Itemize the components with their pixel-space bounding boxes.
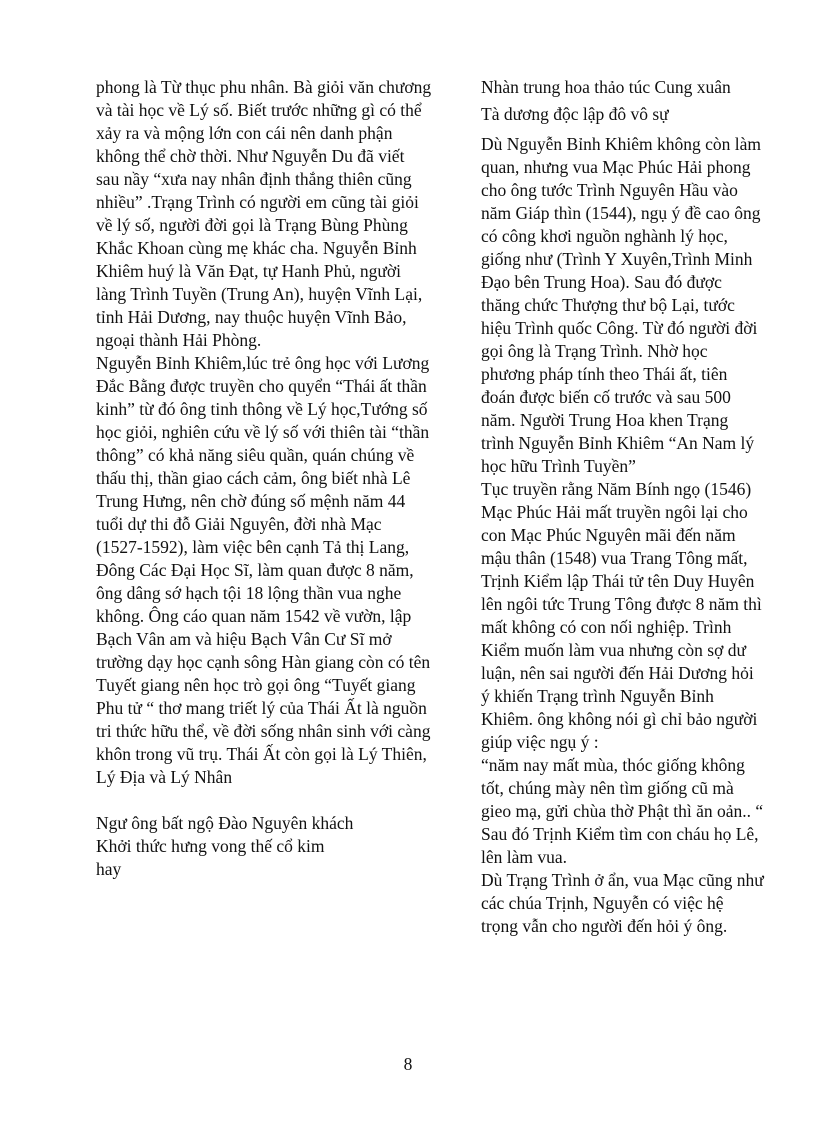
right-column [481, 76, 764, 938]
paragraph: phong là Từ thục phu nhân. Bà giỏi văn chương và tài học về Lý số. Biết trước những gì có thể xảy ra và mộng lớn con cái nên danh phận không thể chờ thời. Như Nguyễn Du đã viết sau nầy “xưa nay nhân định thắng thiên cũng nhiều” .Trạng Trình có người em cũng tài giỏi về lý số, người đời gọi là Trạng Bùng Phùng Khắc Khoan cùng mẹ khác cha. Nguyễn Bỉnh Khiêm huý là Văn Đạt, tự Hanh Phủ, người làng Trình Tuyền (Trung An), huyện Vĩnh Lại, tỉnh Hải Dương, nay thuộc huyện Vĩnh Bảo, ngoại thành Hải Phòng. [96, 77, 432, 350]
page-number: 8 [403, 1054, 413, 1074]
paragraph: Tục truyền rằng Năm Bính ngọ (1546) Mạc Phúc Hải mất truyền ngôi lại cho con Mạc Phúc Nguyên mãi đến năm mậu thân (1548) vua Trang Tông mất, Trịnh Kiểm lập Thái tử tên Duy Huyên lên ngôi tức Trung Tông được 8 năm thì mất không có con nối nghiệp. Trình Kiểm muốn làm vua nhưng còn sợ dư luận, nên sai người đến Hải Dương hỏi ý khiến Trạng trình Nguyễn Bỉnh Khiêm. ông không nói gì chỉ bảo người giúp việc ngụ ý : [481, 479, 762, 752]
verse-line: Ngư ông bất ngộ Đào Nguyên khách [96, 813, 354, 833]
paragraph: Dù Nguyễn Bỉnh Khiêm không còn làm quan, nhưng vua Mạc Phúc Hải phong cho ông tước Trình Nguyên Hầu vào năm Giáp thìn (1544), ngụ ý đề cao ông có công khơi nguồn nghành lý học, giống như (Trình Y Xuyên,Trình Minh Đạo bên Trung Hoa). Sau đó được thăng chức Thượng thư bộ Lại, tước hiệu Trình quốc Công. Từ đó người đời gọi ông là Trạng Trình. Nhờ học phương pháp tính theo Thái ất, tiên đoán được biến cố trước và sau 500 năm. Người Trung Hoa khen Trạng trình Nguyễn Bỉnh Khiêm “An Nam lý học hữu Trình Tuyền” [481, 134, 761, 476]
paragraph: Nguyễn Bỉnh Khiêm,lúc trẻ ông học với Lương Đắc Bằng được truyền cho quyển “Thái ất thần kinh” từ đó ông tinh thông về Lý học,Tướng số học giỏi, nghiên cứu về lý số với thiên tài “thần thông” có khả năng siêu quần, quán chúng về thấu thị, thần giao cách cảm, ông biết nhà Lê Trung Hưng, nên chờ đúng số mệnh năm 44 tuổi dự thi đỗ Giải Nguyên, đời nhà Mạc (1527-1592), làm việc bên cạnh Tả thị Lang, Đông Các Đại Học Sĩ, làm quan được 8 năm, ông dâng sớ hạch tội 18 lộng thần vua nghe không. Ông cáo quan năm 1542 về vườn, lập Bạch Vân am và hiệu Bạch Vân Cư Sĩ mở trường dạy học cạnh sông Hàn giang còn có tên Tuyết giang nên học trò gọi ông “Tuyết giang Phu tử “ thơ mang triết lý của Thái Ất là nguồn tri thức hữu thể, về đời sống nhân sinh với càng khôn trong vũ trụ. Thái Ất còn gọi là Lý Thiên, Lý Địa và Lý Nhân [96, 353, 431, 787]
paragraph: Dù Trạng Trình ở ẩn, vua Mạc cũng như các chúa Trịnh, Nguyễn có việc hệ trọng vẫn cho người đến hỏi ý ông. [481, 870, 764, 936]
verse-line: Tà dương độc lập đô vô sự [481, 104, 669, 124]
paragraph: “năm nay mất mùa, thóc giống không tốt, chúng mày nên tìm giống cũ mà gieo mạ, gửi chùa thờ Phật thì ăn oản.. “ Sau đó Trịnh Kiểm tìm con cháu họ Lê, lên làm vua. [481, 755, 764, 867]
verse-line: Khởi thức hưng vong thế cổ kim [96, 836, 325, 856]
left-column [96, 76, 432, 881]
verse-line: hay [96, 859, 122, 879]
verse-line: Nhàn trung hoa thảo túc Cung xuân [481, 77, 731, 97]
